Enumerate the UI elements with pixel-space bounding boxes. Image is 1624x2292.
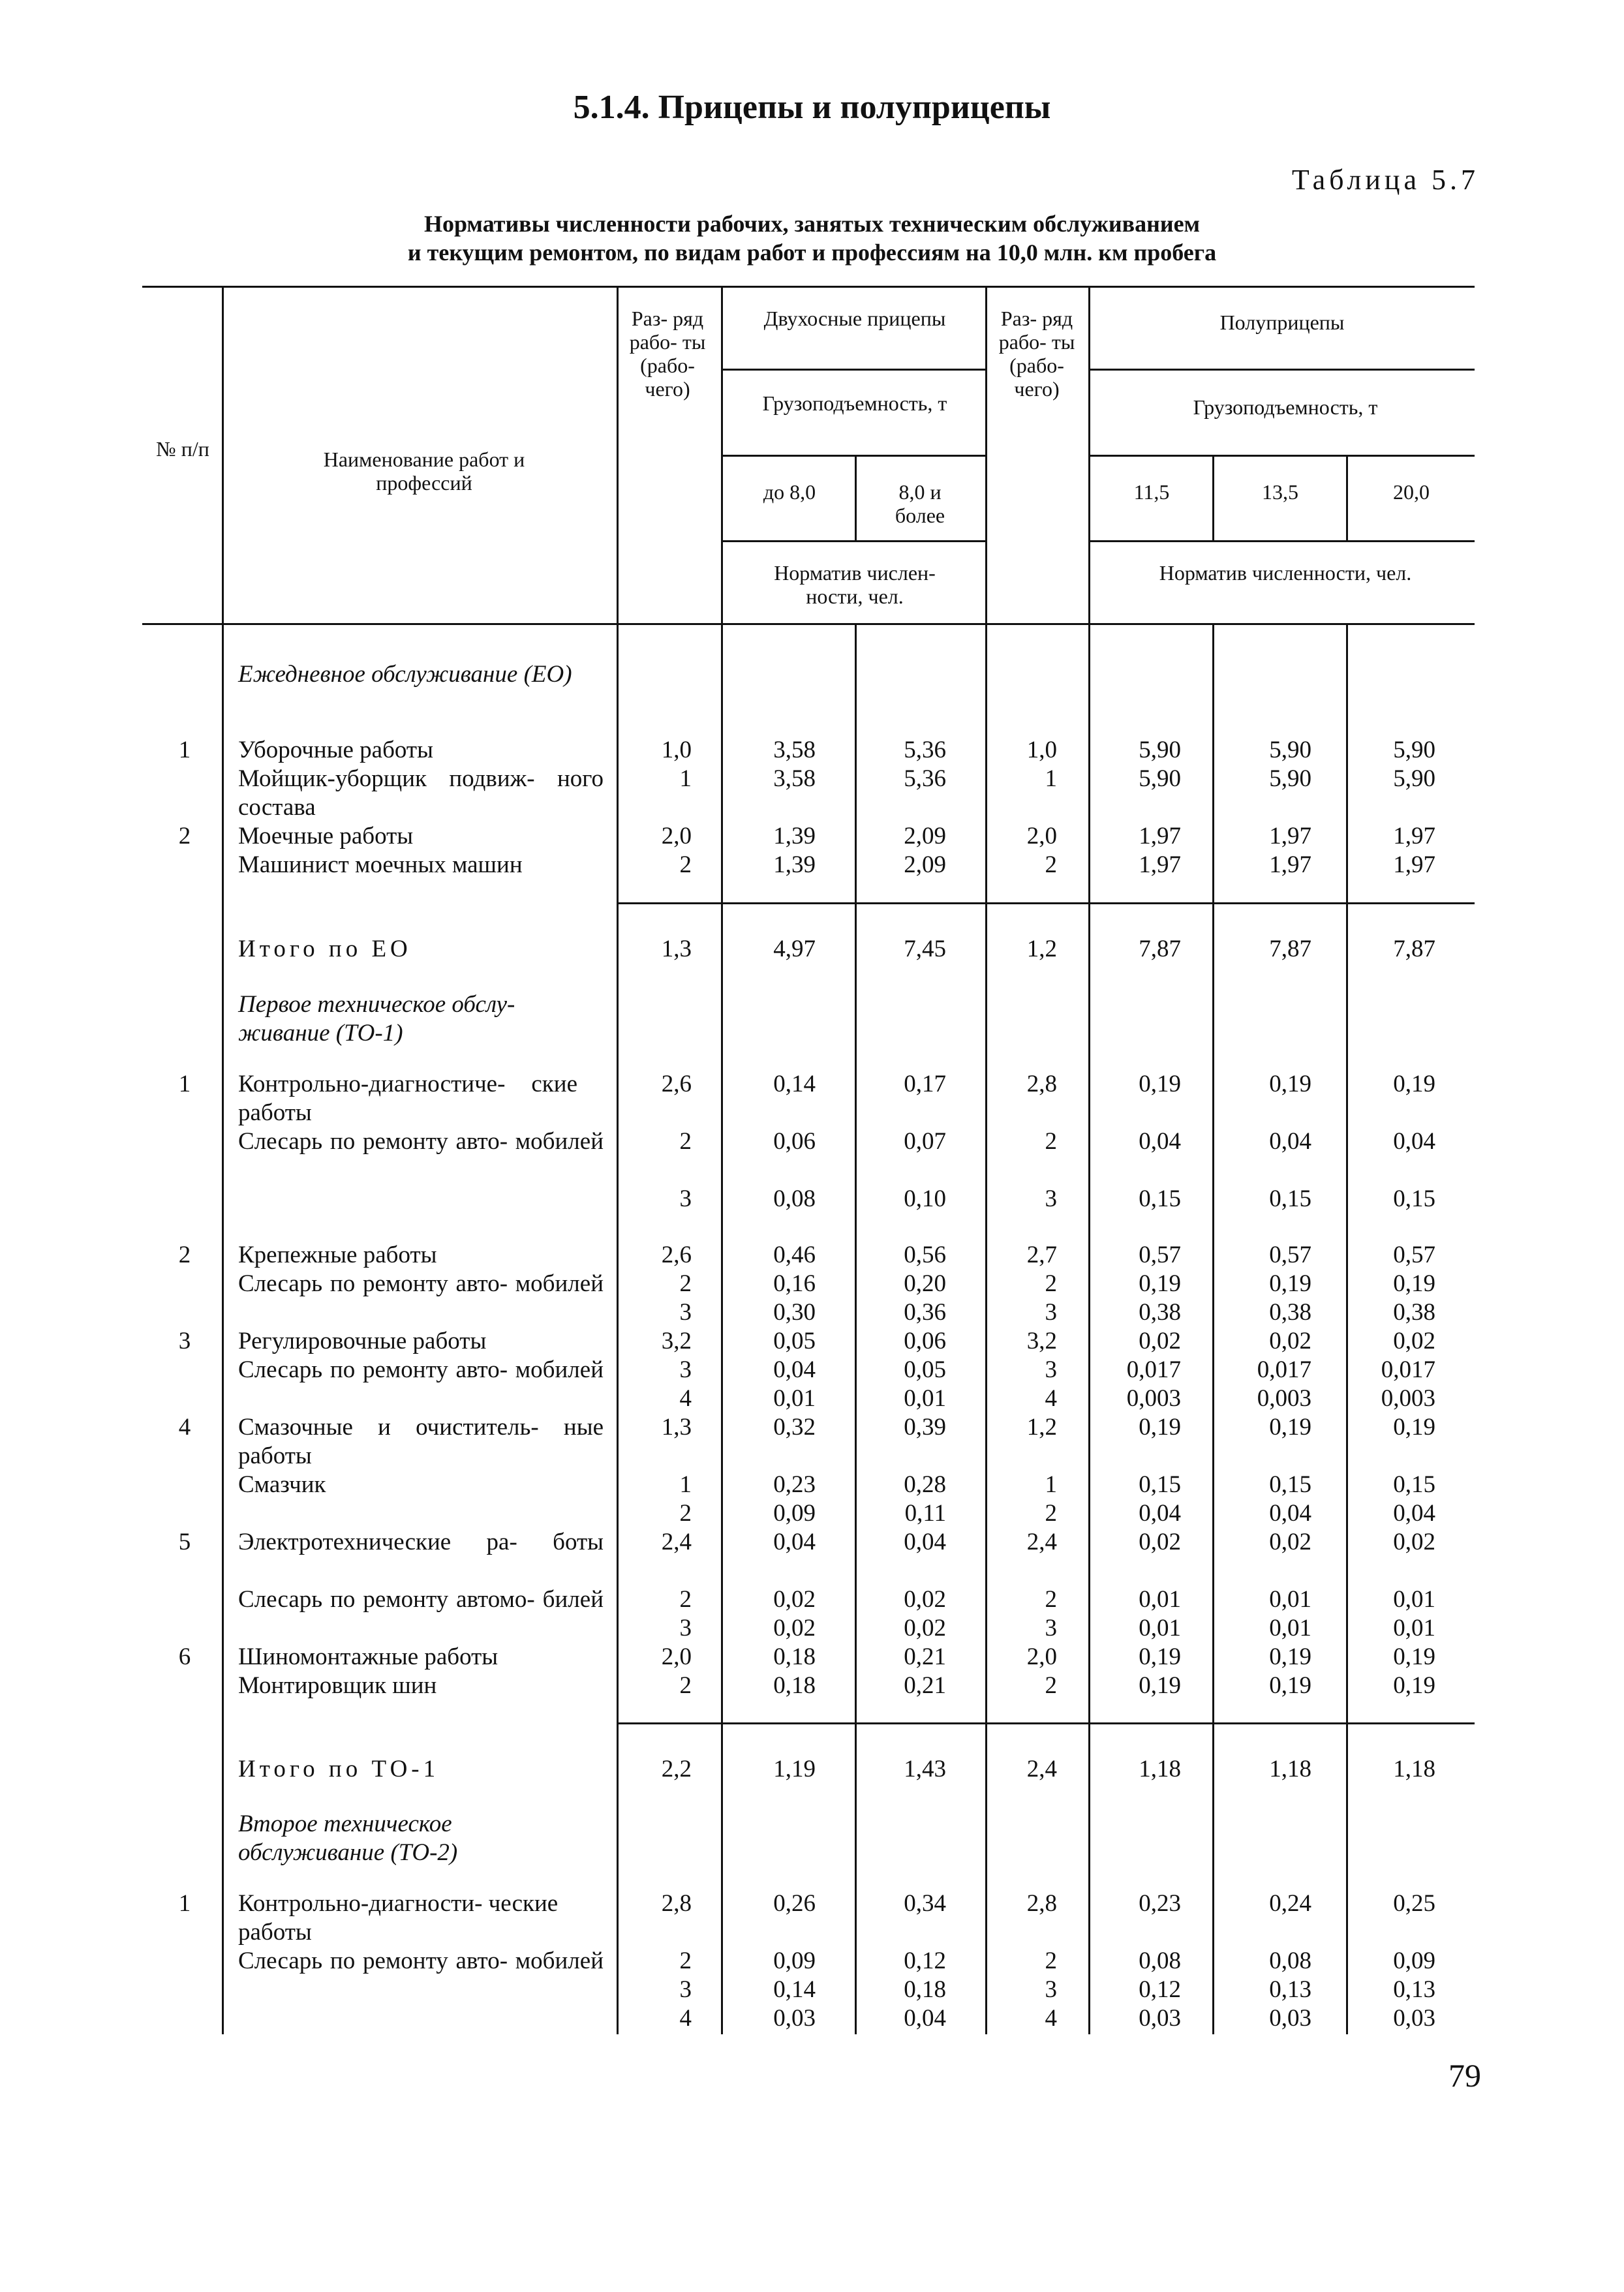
table-number: Таблица 5.7: [1291, 164, 1479, 196]
val-c: 5,90: [1139, 765, 1181, 792]
val-a: 3,58: [773, 737, 816, 763]
header-cap-d: 13,5: [1262, 480, 1298, 504]
work-name: Слесарь по ремонту автомо- билей: [238, 1586, 604, 1613]
val-e: 0,19: [1393, 1643, 1435, 1670]
g1: 2: [679, 1500, 692, 1527]
val-e: 0,017: [1381, 1356, 1435, 1383]
section-heading: Второе техническое обслуживание (ТО-2): [238, 1811, 458, 1866]
column-rule: [1346, 623, 1348, 2034]
val-c: 1,97: [1139, 823, 1181, 849]
column-rule: [222, 286, 224, 2034]
val-d: 0,15: [1269, 1471, 1311, 1498]
val-c: 0,03: [1139, 2005, 1181, 2032]
val-a: 1,39: [773, 851, 816, 878]
val-e: 0,02: [1393, 1328, 1435, 1354]
work-name: Крепежные работы: [238, 1242, 437, 1268]
g1: 2: [679, 1586, 692, 1613]
val-e: 1,18: [1393, 1756, 1435, 1782]
val-c: 0,04: [1139, 1128, 1181, 1155]
header-rule: [1088, 369, 1475, 371]
table-caption-line1: Нормативы численности рабочих, занятых техническим обслуживанием: [423, 211, 1201, 237]
row-num: 3: [178, 1328, 191, 1354]
val-b: 0,21: [904, 1672, 946, 1699]
work-name: Шиномонтажные работы: [238, 1643, 498, 1670]
val-e: 0,003: [1381, 1385, 1435, 1412]
val-b: 0,04: [904, 1529, 946, 1555]
work-name: Моечные работы: [238, 823, 414, 849]
val-a: 0,32: [773, 1414, 816, 1441]
g1: 2,8: [661, 1890, 692, 1917]
totals-rule: [617, 1722, 1475, 1724]
val-c: 0,19: [1139, 1672, 1181, 1699]
work-name: Слесарь по ремонту авто- мобилей: [238, 1270, 604, 1297]
header-cap-a: до 8,0: [763, 480, 816, 504]
total-to1-label: Итого по ТО-1: [238, 1756, 440, 1782]
header-bottom-rule: [142, 623, 1475, 625]
val-c: 0,02: [1139, 1529, 1181, 1555]
g2: 2: [1045, 1500, 1057, 1527]
val-c: 0,57: [1139, 1242, 1181, 1268]
work-name: Слесарь по ремонту авто- мобилей: [238, 1948, 604, 1974]
g1: 2,0: [661, 823, 692, 849]
g1: 2: [679, 1128, 692, 1155]
val-c: 0,19: [1139, 1270, 1181, 1297]
totals-rule: [617, 902, 1475, 904]
work-name: Электротехнические ра- боты: [238, 1529, 604, 1555]
column-rule: [1088, 286, 1090, 2034]
g2: 1,2: [1026, 936, 1057, 962]
g2: 3: [1045, 1299, 1057, 1326]
header-semi: Полуприцепы: [1219, 311, 1345, 334]
val-b: 1,43: [904, 1756, 946, 1782]
val-d: 0,08: [1269, 1948, 1311, 1974]
header-num: № п/п: [156, 437, 209, 461]
section-heading: Ежедневное обслуживание (ЕО): [238, 661, 572, 688]
val-b: 0,05: [904, 1356, 946, 1383]
val-b: 0,17: [904, 1071, 946, 1097]
val-d: 0,19: [1269, 1071, 1311, 1097]
val-b: 0,01: [904, 1385, 946, 1412]
val-e: 0,38: [1393, 1299, 1435, 1326]
val-b: 0,18: [904, 1976, 946, 2003]
header-rule: [1088, 455, 1475, 457]
val-d: 1,18: [1269, 1756, 1311, 1782]
val-a: 0,02: [773, 1586, 816, 1613]
header-rule: [721, 369, 985, 371]
val-b: 0,20: [904, 1270, 946, 1297]
val-d: 0,19: [1269, 1414, 1311, 1441]
work-name: Смазчик: [238, 1471, 326, 1498]
val-c: 0,19: [1139, 1414, 1181, 1441]
g1: 3,2: [661, 1328, 692, 1354]
val-b: 0,21: [904, 1643, 946, 1670]
val-b: 5,36: [904, 765, 946, 792]
val-b: 0,04: [904, 2005, 946, 2032]
val-a: 0,23: [773, 1471, 816, 1498]
val-d: 5,90: [1269, 737, 1311, 763]
g1: 2: [679, 1270, 692, 1297]
work-name: Мойщик-уборщик подвиж- ного состава: [238, 765, 604, 821]
val-e: 0,57: [1393, 1242, 1435, 1268]
val-c: 1,97: [1139, 851, 1181, 878]
val-a: 0,26: [773, 1890, 816, 1917]
g2: 2,0: [1026, 1643, 1057, 1670]
g2: 2,4: [1026, 1529, 1057, 1555]
val-c: 0,04: [1139, 1500, 1181, 1527]
g1: 2,4: [661, 1529, 692, 1555]
val-e: 1,97: [1393, 851, 1435, 878]
header-capacity1: Грузоподъемность, т: [762, 391, 947, 415]
g2: 4: [1045, 2005, 1057, 2032]
val-e: 0,04: [1393, 1500, 1435, 1527]
table-top-rule: [142, 286, 1475, 288]
val-a: 0,09: [773, 1500, 816, 1527]
val-b: 0,06: [904, 1328, 946, 1354]
val-a: 0,03: [773, 2005, 816, 2032]
row-num: 5: [178, 1529, 191, 1555]
header-cap-e: 20,0: [1393, 480, 1430, 504]
g2: 2: [1045, 1270, 1057, 1297]
val-e: 5,90: [1393, 737, 1435, 763]
g1: 3: [679, 1185, 692, 1212]
val-e: 0,13: [1393, 1976, 1435, 2003]
work-name: Регулировочные работы: [238, 1328, 487, 1354]
g1: 2,0: [661, 1643, 692, 1670]
g1: 3: [679, 1299, 692, 1326]
page-title: 5.1.4. Прицепы и полуприцепы: [573, 89, 1051, 126]
val-b: 0,39: [904, 1414, 946, 1441]
row-num: 1: [178, 737, 191, 763]
val-b: 0,56: [904, 1242, 946, 1268]
val-a: 0,14: [773, 1976, 816, 2003]
val-c: 0,38: [1139, 1299, 1181, 1326]
g1: 2: [679, 851, 692, 878]
val-a: 0,02: [773, 1615, 816, 1642]
val-d: 0,02: [1269, 1328, 1311, 1354]
g2: 2: [1045, 1672, 1057, 1699]
val-e: 0,25: [1393, 1890, 1435, 1917]
val-d: 0,04: [1269, 1128, 1311, 1155]
val-e: 5,90: [1393, 765, 1435, 792]
val-d: 0,01: [1269, 1615, 1311, 1642]
val-c: 5,90: [1139, 737, 1181, 763]
val-b: 5,36: [904, 737, 946, 763]
val-c: 7,87: [1139, 936, 1181, 962]
val-c: 0,15: [1139, 1471, 1181, 1498]
work-name: Контрольно-диагности- ческие работы: [238, 1890, 559, 1946]
header-cap-b: 8,0 и более: [895, 480, 945, 527]
column-rule: [617, 286, 619, 2034]
g1: 1: [679, 765, 692, 792]
val-b: 0,36: [904, 1299, 946, 1326]
g2: 2: [1045, 1128, 1057, 1155]
work-name: Контрольно-диагностиче- ские работы: [238, 1071, 577, 1126]
g1: 3: [679, 1356, 692, 1383]
val-e: 0,19: [1393, 1071, 1435, 1097]
val-a: 0,04: [773, 1356, 816, 1383]
row-num: 2: [178, 1242, 191, 1268]
g2: 3: [1045, 1185, 1057, 1212]
table-caption-line2: и текущим ремонтом, по видам работ и профессиям на 10,0 млн. км пробега: [407, 239, 1217, 266]
val-c: 0,19: [1139, 1643, 1181, 1670]
val-d: 0,04: [1269, 1500, 1311, 1527]
header-rule: [1088, 540, 1475, 542]
val-a: 1,39: [773, 823, 816, 849]
g2: 3: [1045, 1356, 1057, 1383]
val-a: 0,14: [773, 1071, 816, 1097]
val-d: 0,57: [1269, 1242, 1311, 1268]
val-a: 0,18: [773, 1643, 816, 1670]
g2: 1,2: [1026, 1414, 1057, 1441]
val-b: 2,09: [904, 823, 946, 849]
val-b: 0,12: [904, 1948, 946, 1974]
g2: 2: [1045, 1948, 1057, 1974]
val-a: 0,18: [773, 1672, 816, 1699]
column-rule: [855, 623, 857, 2034]
val-e: 0,19: [1393, 1414, 1435, 1441]
header-name: Наименование работ и профессий: [323, 448, 525, 495]
g2: 4: [1045, 1385, 1057, 1412]
val-d: 0,24: [1269, 1890, 1311, 1917]
g2: 2,8: [1026, 1071, 1057, 1097]
g2: 2: [1045, 851, 1057, 878]
val-d: 0,19: [1269, 1672, 1311, 1699]
header-two-axle: Двухосные прицепы: [763, 307, 946, 330]
g2: 2,7: [1026, 1242, 1057, 1268]
val-c: 0,01: [1139, 1586, 1181, 1613]
val-e: 0,19: [1393, 1672, 1435, 1699]
g2: 1: [1045, 765, 1057, 792]
val-d: 5,90: [1269, 765, 1311, 792]
row-num: 1: [178, 1071, 191, 1097]
val-d: 0,02: [1269, 1529, 1311, 1555]
g2: 3: [1045, 1615, 1057, 1642]
val-c: 0,15: [1139, 1185, 1181, 1212]
val-b: 0,28: [904, 1471, 946, 1498]
g1: 4: [679, 1385, 692, 1412]
header-norm2: Норматив численности, чел.: [1159, 561, 1412, 585]
val-d: 0,003: [1257, 1385, 1311, 1412]
val-d: 0,01: [1269, 1586, 1311, 1613]
row-num: 4: [178, 1414, 191, 1441]
val-e: 0,15: [1393, 1471, 1435, 1498]
g1: 1,3: [661, 936, 692, 962]
section-heading: Первое техническое обслу- живание (ТО-1): [238, 991, 515, 1047]
val-d: 1,97: [1269, 823, 1311, 849]
val-d: 0,19: [1269, 1270, 1311, 1297]
val-c: 0,017: [1126, 1356, 1181, 1383]
header-norm1: Норматив числен- ности, чел.: [774, 561, 936, 608]
val-c: 0,003: [1126, 1385, 1181, 1412]
val-e: 0,01: [1393, 1586, 1435, 1613]
val-a: 0,09: [773, 1948, 816, 1974]
g2: 2,0: [1026, 823, 1057, 849]
column-rule: [721, 286, 723, 2034]
val-b: 0,02: [904, 1586, 946, 1613]
val-a: 0,16: [773, 1270, 816, 1297]
val-e: 0,03: [1393, 2005, 1435, 2032]
work-name: Машинист моечных машин: [238, 851, 523, 878]
g1: 3: [679, 1976, 692, 2003]
g2: 2,4: [1026, 1756, 1057, 1782]
g1: 1,3: [661, 1414, 692, 1441]
val-e: 0,02: [1393, 1529, 1435, 1555]
work-name: Монтировщик шин: [238, 1672, 437, 1699]
val-d: 1,97: [1269, 851, 1311, 878]
g1: 2,2: [661, 1756, 692, 1782]
work-name: Слесарь по ремонту авто- мобилей: [238, 1128, 604, 1155]
work-name: Уборочные работы: [238, 737, 433, 763]
val-a: 0,01: [773, 1385, 816, 1412]
val-e: 0,19: [1393, 1270, 1435, 1297]
row-num: 1: [178, 1890, 191, 1917]
val-a: 4,97: [773, 936, 816, 962]
val-a: 0,08: [773, 1185, 816, 1212]
val-b: 7,45: [904, 936, 946, 962]
g1: 1: [679, 1471, 692, 1498]
val-e: 1,97: [1393, 823, 1435, 849]
val-b: 0,07: [904, 1128, 946, 1155]
column-rule: [985, 286, 987, 2034]
val-a: 1,19: [773, 1756, 816, 1782]
val-e: 0,01: [1393, 1615, 1435, 1642]
val-c: 0,12: [1139, 1976, 1181, 2003]
g2: 2: [1045, 1586, 1057, 1613]
val-c: 1,18: [1139, 1756, 1181, 1782]
header-grade1: Раз- ряд рабо- ты (рабо- чего): [629, 307, 706, 401]
val-d: 0,38: [1269, 1299, 1311, 1326]
column-rule: [855, 455, 857, 540]
val-a: 0,06: [773, 1128, 816, 1155]
column-rule: [1212, 623, 1214, 2034]
val-c: 0,23: [1139, 1890, 1181, 1917]
total-eo-label: Итого по ЕО: [238, 936, 412, 962]
g1: 2: [679, 1948, 692, 1974]
header-rule: [721, 540, 985, 542]
val-b: 2,09: [904, 851, 946, 878]
g1: 4: [679, 2005, 692, 2032]
g1: 3: [679, 1615, 692, 1642]
work-name: Смазочные и очиститель- ные работы: [238, 1414, 604, 1469]
val-a: 3,58: [773, 765, 816, 792]
header-rule: [721, 455, 985, 457]
val-a: 0,05: [773, 1328, 816, 1354]
g1: 2,6: [661, 1242, 692, 1268]
header-capacity2: Грузоподъемность, т: [1193, 395, 1378, 419]
val-b: 0,02: [904, 1615, 946, 1642]
val-c: 0,02: [1139, 1328, 1181, 1354]
val-b: 0,10: [904, 1185, 946, 1212]
header-cap-c: 11,5: [1133, 480, 1170, 504]
val-e: 0,15: [1393, 1185, 1435, 1212]
g2: 1,0: [1026, 737, 1057, 763]
val-d: 7,87: [1269, 936, 1311, 962]
val-d: 0,03: [1269, 2005, 1311, 2032]
val-a: 0,30: [773, 1299, 816, 1326]
g1: 1,0: [661, 737, 692, 763]
work-name: Слесарь по ремонту авто- мобилей: [238, 1356, 604, 1383]
val-d: 0,19: [1269, 1643, 1311, 1670]
g2: 1: [1045, 1471, 1057, 1498]
row-num: 6: [178, 1643, 191, 1670]
val-c: 0,19: [1139, 1071, 1181, 1097]
row-num: 2: [178, 823, 191, 849]
val-d: 0,13: [1269, 1976, 1311, 2003]
g2: 2,8: [1026, 1890, 1057, 1917]
val-a: 0,46: [773, 1242, 816, 1268]
val-c: 0,08: [1139, 1948, 1181, 1974]
val-e: 0,04: [1393, 1128, 1435, 1155]
val-d: 0,15: [1269, 1185, 1311, 1212]
header-grade2: Раз- ряд рабо- ты (рабо- чего): [998, 307, 1075, 401]
val-c: 0,01: [1139, 1615, 1181, 1642]
g2: 3,2: [1026, 1328, 1057, 1354]
val-b: 0,11: [904, 1500, 946, 1527]
page-number: 79: [1448, 2057, 1481, 2094]
val-d: 0,017: [1257, 1356, 1311, 1383]
val-e: 7,87: [1393, 936, 1435, 962]
val-e: 0,09: [1393, 1948, 1435, 1974]
val-a: 0,04: [773, 1529, 816, 1555]
g1: 2,6: [661, 1071, 692, 1097]
val-b: 0,34: [904, 1890, 946, 1917]
g2: 3: [1045, 1976, 1057, 2003]
g1: 2: [679, 1672, 692, 1699]
